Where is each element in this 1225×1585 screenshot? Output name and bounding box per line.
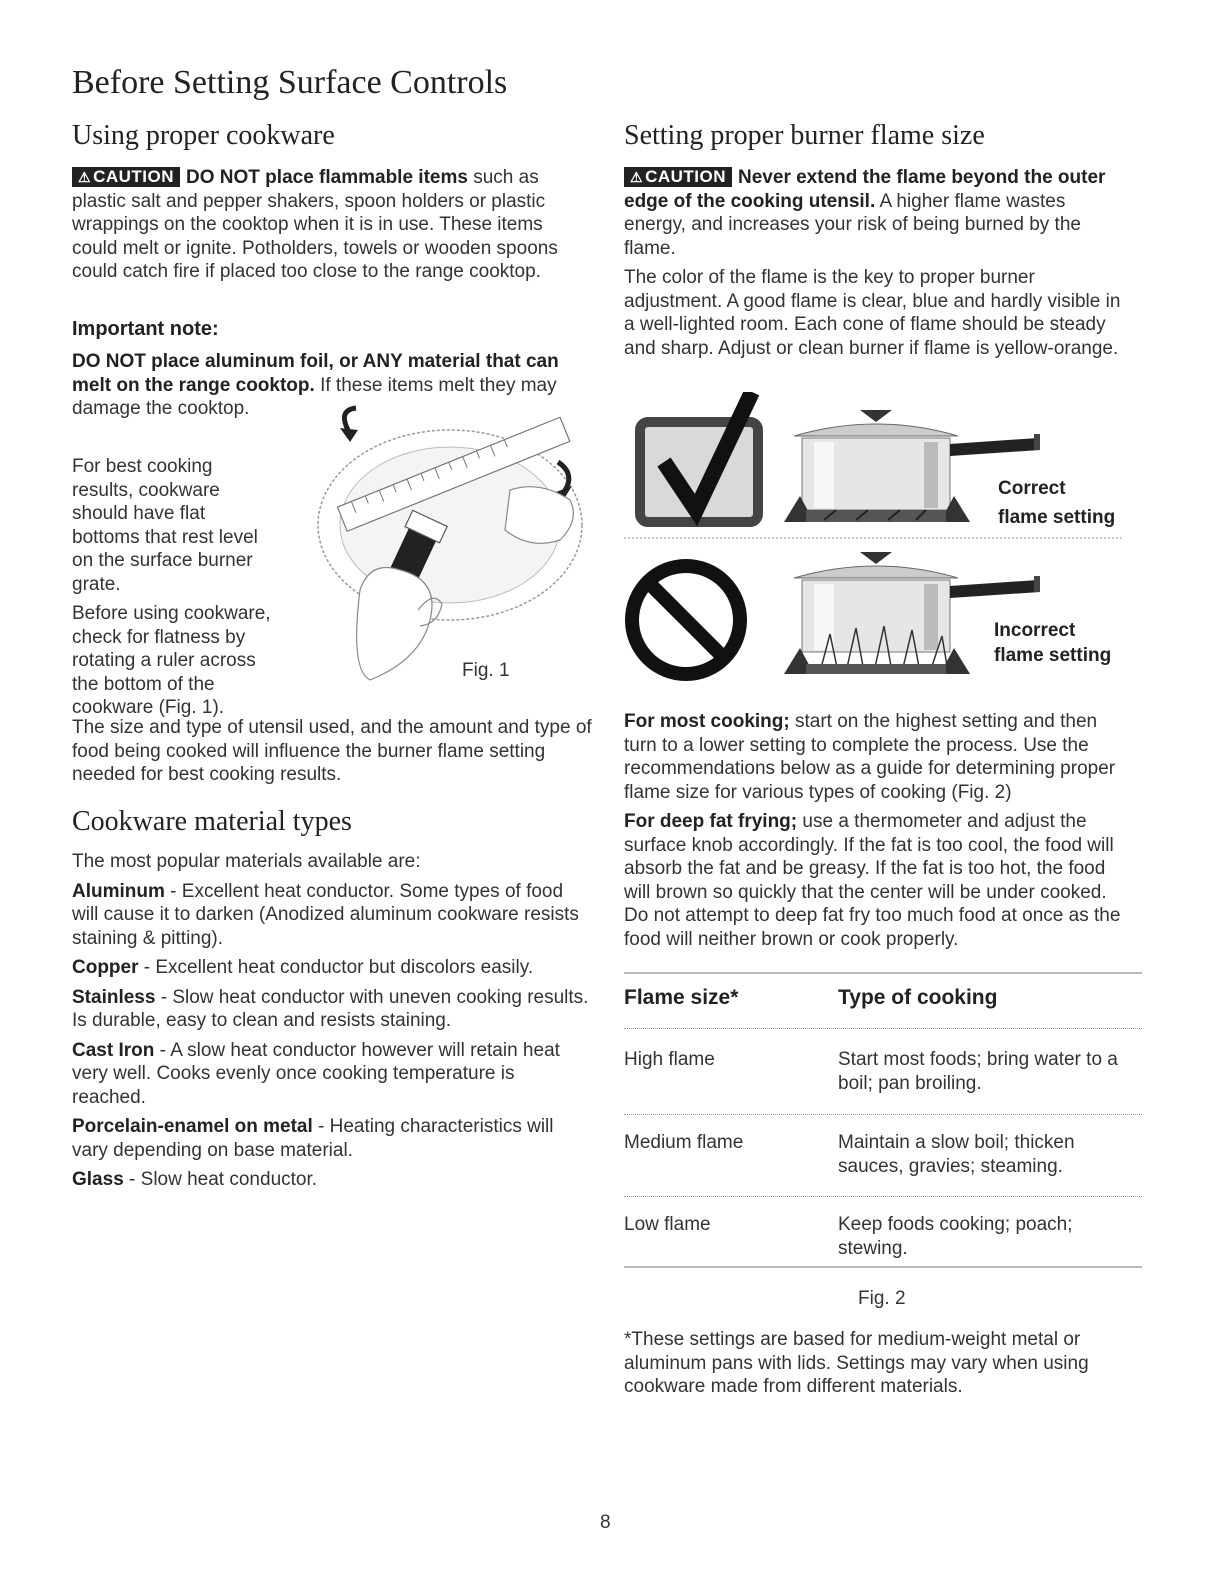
warning-triangle-icon: ⚠ (630, 169, 644, 185)
column-header-flame-size: Flame size* (624, 986, 739, 1009)
table-top-rule (624, 972, 1142, 974)
incorrect-flame-label: Incorrect flame setting (994, 620, 1112, 666)
caution-flame: ⚠ CAUTION Never extend the flame beyond the outer edge of the cooking utensil. A higher flame wastes energy, and increases your risk of being burned by the flame. The color of the flame is the key to proper burner adjustment. A good flame is clear, blue and hardly visible in a well-lighted room. Each cone of flame should be steady and sharp. Adjust or clean burner if flame is yellow-orange. (624, 167, 1121, 359)
footnote: *These settings are based for medium-weight metal or aluminum pans with lids. Settings may vary when using cookware made from different materials. (624, 1329, 1089, 1397)
caution-badge: ⚠ CAUTION (624, 167, 732, 187)
material-item: Glass - Slow heat conductor. (72, 1169, 318, 1190)
best-cooking-text: For best cooking results, cookware should have flat bottoms that rest level on the surface burner grate. Before using cookware, check for flatness by rotating a ruler across the bottom of the cookware (Fig. 1). (72, 456, 271, 718)
fig2-label: Fig. 2 (858, 1288, 906, 1309)
materials-list (72, 850, 592, 1198)
ruler-flatness-illustration (300, 400, 600, 700)
section-heading-flame: Setting proper burner flame size (624, 120, 985, 151)
table-rule (624, 1114, 1142, 1115)
section-heading-materials: Cookware material types (72, 806, 352, 837)
table-bottom-rule (624, 1266, 1142, 1268)
table-rule (624, 1196, 1142, 1197)
size-type-text: The size and type of utensil used, and the amount and type of food being cooked will influence the burner flame setting needed for best cooking results. (72, 717, 592, 785)
warning-triangle-icon: ⚠ (78, 169, 92, 185)
important-note-text: DO NOT place aluminum foil, or ANY material that can melt on the range cooktop. If these items melt they may damage the cooktop. (72, 351, 559, 419)
caution-flammable: ⚠ CAUTION DO NOT place flammable items such as plastic salt and pepper shakers, spoon holders or plastic wrappings on the cooktop when it is in use. These items could melt or ignite. Potholders, towels or wooden spoons could catch fire if placed too close to the range cooktop. (72, 167, 558, 282)
cooking-guidance: For most cooking; start on the highest setting and then turn to a lower setting to complete the process. Use the recommendations below as a guide for determining proper flame size for various types of cooking (Fig. 2) For deep fat frying; use a thermometer and adjust the surface knob accordingly. If the fat is too cool, the food will absorb the fat and be greasy. If the fat is too hot, the food will brown so quickly that the center will be under cooked. Do not attempt to deep fat fry too much food at once as the food will neither brown or cook properly. (624, 711, 1121, 950)
fig1-label: Fig. 1 (462, 660, 510, 681)
material-item: Stainless - Slow heat conductor with uneven cooking results. Is durable, easy to clean and resists staining. (72, 986, 589, 1031)
section-heading-cookware: Using proper cookware (72, 120, 335, 151)
material-item: Cast Iron - A slow heat conductor however will retain heat very well. Cooks evenly once cooking temperature is reached. (72, 1039, 560, 1108)
materials-intro: The most popular materials available are: (72, 851, 421, 872)
material-item: Copper - Excellent heat conductor but discolors easily. (72, 957, 534, 978)
important-note-heading: Important note: (72, 318, 219, 340)
column-header-type-of-cooking: Type of cooking (838, 986, 998, 1009)
material-item: Porcelain-enamel on metal - Heating characteristics will vary depending on base material. (72, 1116, 554, 1161)
table-rule (624, 1028, 1142, 1029)
page-number: 8 (600, 1512, 611, 1533)
correct-flame-label: Correct flame setting (998, 478, 1116, 528)
caution-badge: ⚠ CAUTION (72, 167, 180, 187)
material-item: Aluminum - Excellent heat conductor. Some types of food will cause it to darken (Anodized aluminum cookware resists staining & pitting). (72, 880, 579, 949)
page-title: Before Setting Surface Controls (72, 64, 508, 101)
